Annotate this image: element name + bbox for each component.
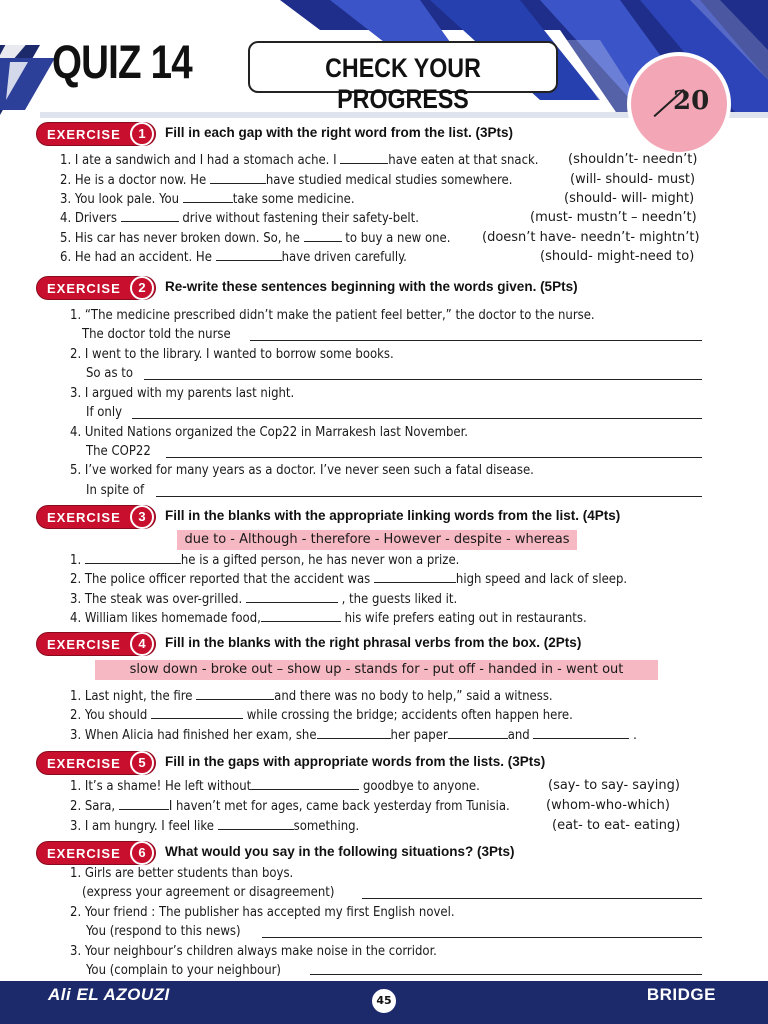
answer-options: (say- to say- saying) [548,778,680,793]
answer-blank[interactable] [210,172,266,184]
answer-blank[interactable] [304,230,342,242]
answer-line[interactable] [156,496,702,497]
question-line: 1. I ate a sandwich and I had a stomach ache. I have eaten at that snack. [60,153,539,168]
exercise-badge [36,751,156,775]
answer-blank[interactable] [216,249,282,261]
exercise-badge [36,122,156,146]
answer-options: (should- will- might) [564,191,695,206]
question-sentence: 3. I argued with my parents last night. [70,386,295,401]
exercise-badge [36,841,156,865]
exercise-number: 2 [130,276,154,300]
question-line: 4. Drivers drive without fastening their safety-belt. [60,211,419,226]
answer-line[interactable] [262,937,702,938]
progress-banner [248,41,558,114]
score-total: 20 [673,86,710,116]
sentence-start: In spite of [86,483,145,498]
exercise-instruction: Fill in the blanks with the right phrasal verbs from the box. (2Pts) [165,635,582,650]
answer-blank[interactable] [119,798,169,810]
footer-bar [0,981,768,1024]
question-line: 2. You should while crossing the bridge; accidents often happen here. [70,708,573,723]
exercise-label: EXERCISE [47,756,121,771]
answer-blank[interactable] [261,610,341,622]
question-line: 3. The steak was over-grilled. , the guests liked it. [70,592,458,607]
question-line: 6. He had an accident. He have driven carefully. [60,250,407,265]
answer-blank[interactable] [340,152,388,164]
exercise-number: 4 [130,632,154,656]
question-line: 2. The police officer reported that the accident was high speed and lack of sleep. [70,572,628,587]
exercise-label: EXERCISE [47,637,121,652]
answer-blank[interactable] [251,778,359,790]
exercise-instruction: Fill in each gap with the right word from the list. (3Pts) [165,125,514,140]
quiz-title: QUIZ 14 [52,35,192,88]
answer-options: (will- should- must) [570,172,696,187]
answer-options: (doesn’t have- needn’t- mightn’t) [482,230,700,245]
question-line: 2. Sara, I haven’t met for ages, came back yesterday from Tunisia. [70,799,510,814]
sentence-start: The doctor told the nurse [82,327,231,342]
answer-line[interactable] [310,974,702,975]
answer-blank[interactable] [183,191,233,203]
phrasal-verb-box: slow down - broke out – show up - stands for - put off - handed in - went out [95,660,658,680]
score-circle [627,52,731,156]
answer-options: (whom-who-which) [546,798,670,813]
exercise-badge [36,505,156,529]
answer-line[interactable] [166,457,702,458]
question-line: 3. You look pale. You take some medicine. [60,192,355,207]
exercise-badge [36,276,156,300]
answer-line[interactable] [132,418,702,419]
response-prompt: (express your agreement or disagreement) [82,885,335,900]
exercise-label: EXERCISE [47,281,121,296]
answer-blank[interactable] [374,571,456,583]
question-line: 1. It’s a shame! He left without goodbye to anyone. [70,779,480,794]
answer-blank[interactable] [448,727,508,739]
question-sentence: 5. I’ve worked for many years as a doctor. I’ve never seen such a fatal disease. [70,463,534,478]
situation-sentence: 1. Girls are better students than boys. [70,866,294,881]
exercise-label: EXERCISE [47,127,121,142]
question-sentence: 1. “The medicine prescribed didn’t make the patient feel better,” the doctor to the nurse. [70,308,595,323]
question-line: 2. He is a doctor now. He have studied medical studies somewhere. [60,173,513,188]
page-number: 45 [370,987,398,1015]
sentence-start: So as to [86,366,134,381]
question-line: 3. I am hungry. I feel like something. [70,819,360,834]
answer-blank[interactable] [317,727,391,739]
answer-options: (eat- to eat- eating) [552,818,681,833]
answer-blank[interactable] [121,210,179,222]
question-line: 1. he is a gifted person, he has never won a prize. [70,553,460,568]
question-sentence: 2. I went to the library. I wanted to borrow some books. [70,347,394,362]
situation-sentence: 3. Your neighbour’s children always make noise in the corridor. [70,944,437,959]
answer-options: (must- mustn’t – needn’t) [530,210,697,225]
exercise-number: 5 [130,751,154,775]
exercise-label: EXERCISE [47,510,121,525]
question-line: 4. William likes homemade food, his wife prefers eating out in restaurants. [70,611,587,626]
question-line: 3. When Alicia had finished her exam, she her paper and . [70,728,637,743]
question-sentence: 4. United Nations organized the Cop22 in Marrakesh last November. [70,425,468,440]
progress-label: CHECK YOUR PROGRESS [325,53,481,114]
question-line: 5. His car has never broken down. So, he to buy a new one. [60,231,451,246]
brand-name: BRIDGE [646,985,716,1004]
answer-options: (should- might-need to) [540,249,695,264]
word-list-box: due to - Although - therefore - However - despite - whereas [177,530,577,550]
answer-options: (shouldn’t- needn’t) [568,152,698,167]
answer-blank[interactable] [246,591,338,603]
situation-sentence: 2. Your friend : The publisher has accepted my first English novel. [70,905,455,920]
exercise-number: 3 [130,505,154,529]
answer-line[interactable] [144,379,702,380]
exercise-number: 6 [130,841,154,865]
exercise-number: 1 [130,122,154,146]
author-name: Ali EL AZOUZI [48,985,170,1004]
response-prompt: You (respond to this news) [86,924,241,939]
answer-blank[interactable] [85,552,181,564]
answer-blank[interactable] [533,727,629,739]
exercise-instruction: What would you say in the following situations? (3Pts) [165,844,515,859]
exercise-label: EXERCISE [47,846,121,861]
answer-blank[interactable] [218,818,294,830]
exercise-instruction: Re-write these sentences beginning with the words given. (5Pts) [165,279,578,294]
response-prompt: You (complain to your neighbour) [86,963,281,978]
sentence-start: The COP22 [86,444,151,459]
exercise-badge [36,632,156,656]
answer-line[interactable] [250,340,702,341]
exercise-instruction: Fill in the blanks with the appropriate linking words from the list. (4Pts) [165,508,621,523]
exercise-instruction: Fill in the gaps with appropriate words from the lists. (3Pts) [165,754,546,769]
answer-blank[interactable] [151,707,243,719]
answer-blank[interactable] [196,688,274,700]
question-line: 1. Last night, the fire and there was no body to help,” said a witness. [70,689,553,704]
sentence-start: If only [86,405,123,420]
answer-line[interactable] [362,898,702,899]
